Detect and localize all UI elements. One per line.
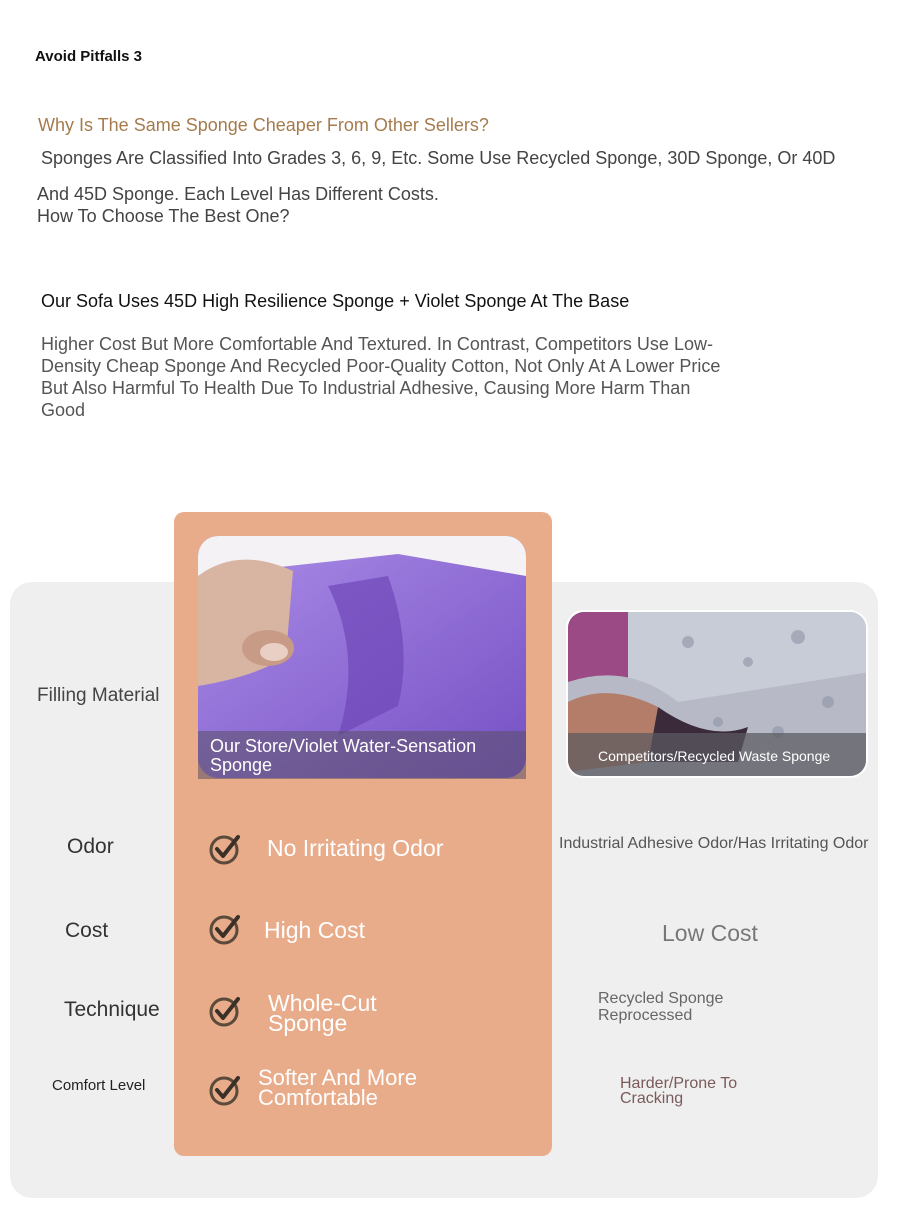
our-odor-value: No Irritating Odor — [267, 835, 444, 861]
question-body-line-1: Sponges Are Classified Into Grades 3, 6, 9, Etc. Some Use Recycled Sponge, 30D Sponge, Or 40D — [41, 148, 836, 168]
section-tag: Avoid Pitfalls 3 — [35, 48, 142, 65]
row-label-technique: Technique — [64, 998, 160, 1021]
row-label-comfort-level: Comfort Level — [52, 1077, 146, 1094]
row-label-cost: Cost — [65, 919, 109, 942]
row-label-odor: Odor — [67, 835, 114, 858]
our-technique-value: Whole-Cut Sponge — [268, 990, 377, 1036]
check-circle-icon — [208, 832, 242, 866]
competitor-sponge-caption: Competitors/Recycled Waste Sponge — [598, 748, 831, 764]
answer-body: Higher Cost But More Comfortable And Textured. In Contrast, Competitors Use Low-Density Cheap Sponge And Recycled Poor-Quality Cotton, Not Only At A Lower Price But Also Harmful To Health Due To Industrial Adhesive, Causing More Harm Than Good — [41, 334, 721, 420]
row-label-filling-material: Filling Material — [37, 685, 160, 706]
competitor-technique-value: Recycled Sponge Reprocessed — [598, 990, 724, 1024]
competitor-comfort-value: Harder/Prone To Cracking — [620, 1075, 738, 1107]
check-circle-icon — [208, 994, 242, 1028]
check-circle-icon — [208, 912, 242, 946]
competitor-odor-value: Industrial Adhesive Odor/Has Irritating Odor — [559, 835, 869, 852]
question-body-line-2: And 45D Sponge. Each Level Has Different Costs. How To Choose The Best One? — [37, 184, 439, 226]
our-cost-value: High Cost — [264, 917, 365, 943]
question-title: Why Is The Same Sponge Cheaper From Other Sellers? — [38, 115, 489, 135]
check-circle-icon — [208, 1073, 242, 1107]
our-comfort-value: Softer And More Comfortable — [258, 1065, 417, 1110]
our-sponge-caption: Our Store/Violet Water-Sensation Sponge — [210, 736, 477, 775]
answer-title: Our Sofa Uses 45D High Resilience Sponge + Violet Sponge At The Base — [41, 291, 630, 311]
competitor-cost-value: Low Cost — [662, 920, 758, 946]
